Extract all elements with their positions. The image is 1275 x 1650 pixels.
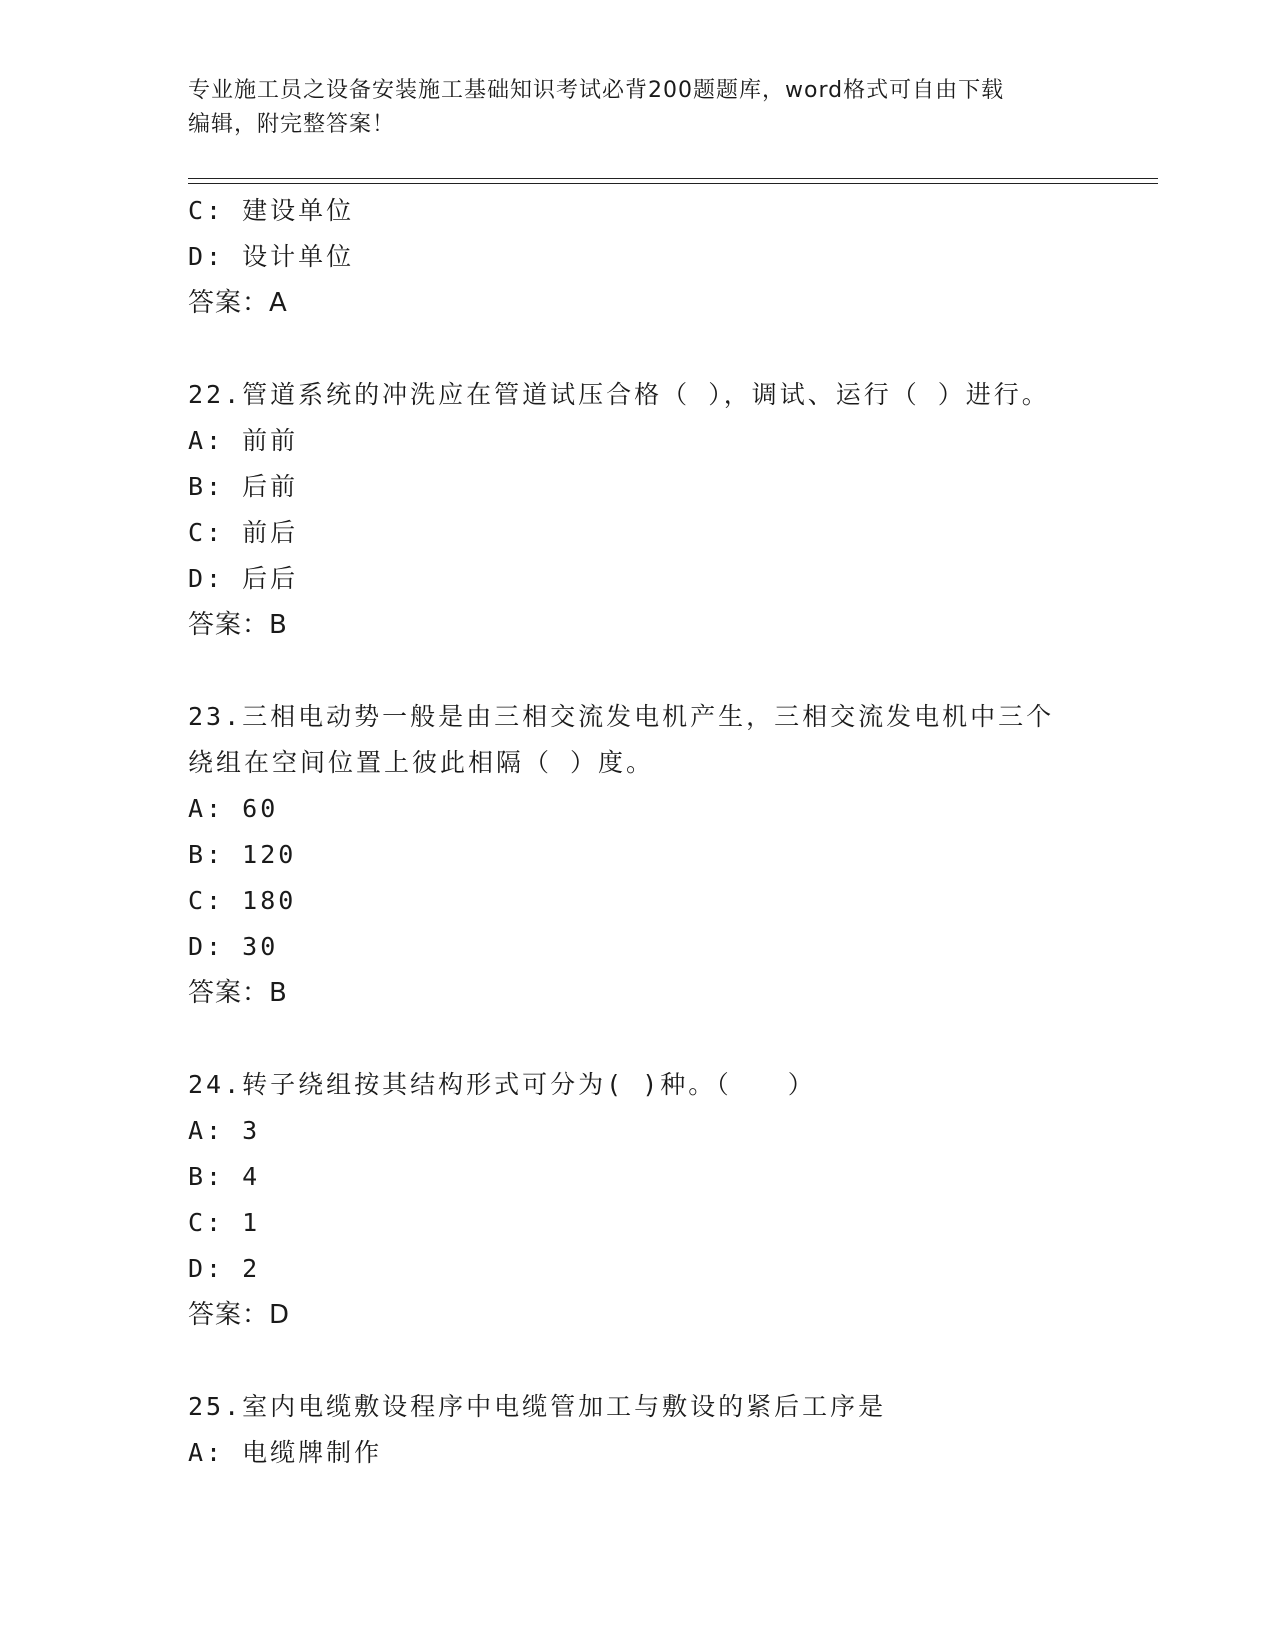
- answer: 答案：D: [188, 1300, 291, 1330]
- option-c: C: 1: [188, 1208, 261, 1237]
- option-d: D: 30: [188, 932, 279, 961]
- option-b: B: 4: [188, 1162, 261, 1191]
- option-b: B: 后前: [188, 472, 299, 501]
- question-text: 25.室内电缆敷设程序中电缆管加工与敷设的紧后工序是: [188, 1392, 887, 1421]
- spacer: [188, 648, 1128, 694]
- option-a: A: 3: [188, 1116, 261, 1145]
- document-header: [188, 74, 1088, 142]
- option-c: C: 建设单位: [188, 196, 355, 225]
- answer: 答案：B: [188, 610, 288, 640]
- option-b: B: 120: [188, 840, 297, 869]
- question-24: [188, 1062, 1128, 1338]
- option-a: A: 电缆牌制作: [188, 1438, 383, 1467]
- answer: 答案：A: [188, 288, 288, 318]
- question-22: [188, 372, 1128, 648]
- option-d: D: 后后: [188, 564, 299, 593]
- spacer: [188, 1016, 1128, 1062]
- option-c: C: 前后: [188, 518, 299, 547]
- spacer: [188, 326, 1128, 372]
- question-text: 23.三相电动势一般是由三相交流发电机产生，三相交流发电机中三个: [188, 702, 1055, 731]
- answer: 答案：B: [188, 978, 288, 1008]
- option-d: D: 设计单位: [188, 242, 355, 271]
- header-divider-top: [188, 178, 1158, 179]
- question-text: 24.转子绕组按其结构形式可分为( )种。（ ）: [188, 1070, 816, 1099]
- question-text-continued: 绕组在空间位置上彼此相隔（ ）度。: [188, 748, 655, 777]
- spacer: [188, 1338, 1128, 1384]
- header-title-line-1: 专业施工员之设备安装施工基础知识考试必背200题题库，word格式可自由下载: [188, 78, 1005, 103]
- option-c: C: 180: [188, 886, 297, 915]
- option-a: A: 60: [188, 794, 279, 823]
- question-21-continuation: [188, 188, 1128, 326]
- question-23: [188, 694, 1128, 1016]
- question-text: 22.管道系统的冲洗应在管道试压合格（ ），调试、运行（ ）进行。: [188, 380, 1050, 409]
- question-25: [188, 1384, 1128, 1476]
- header-title-line-2: 编辑，附完整答案！: [188, 112, 396, 137]
- question-list: [188, 188, 1128, 1476]
- option-d: D: 2: [188, 1254, 261, 1283]
- header-divider-bottom: [188, 183, 1158, 184]
- option-a: A: 前前: [188, 426, 299, 455]
